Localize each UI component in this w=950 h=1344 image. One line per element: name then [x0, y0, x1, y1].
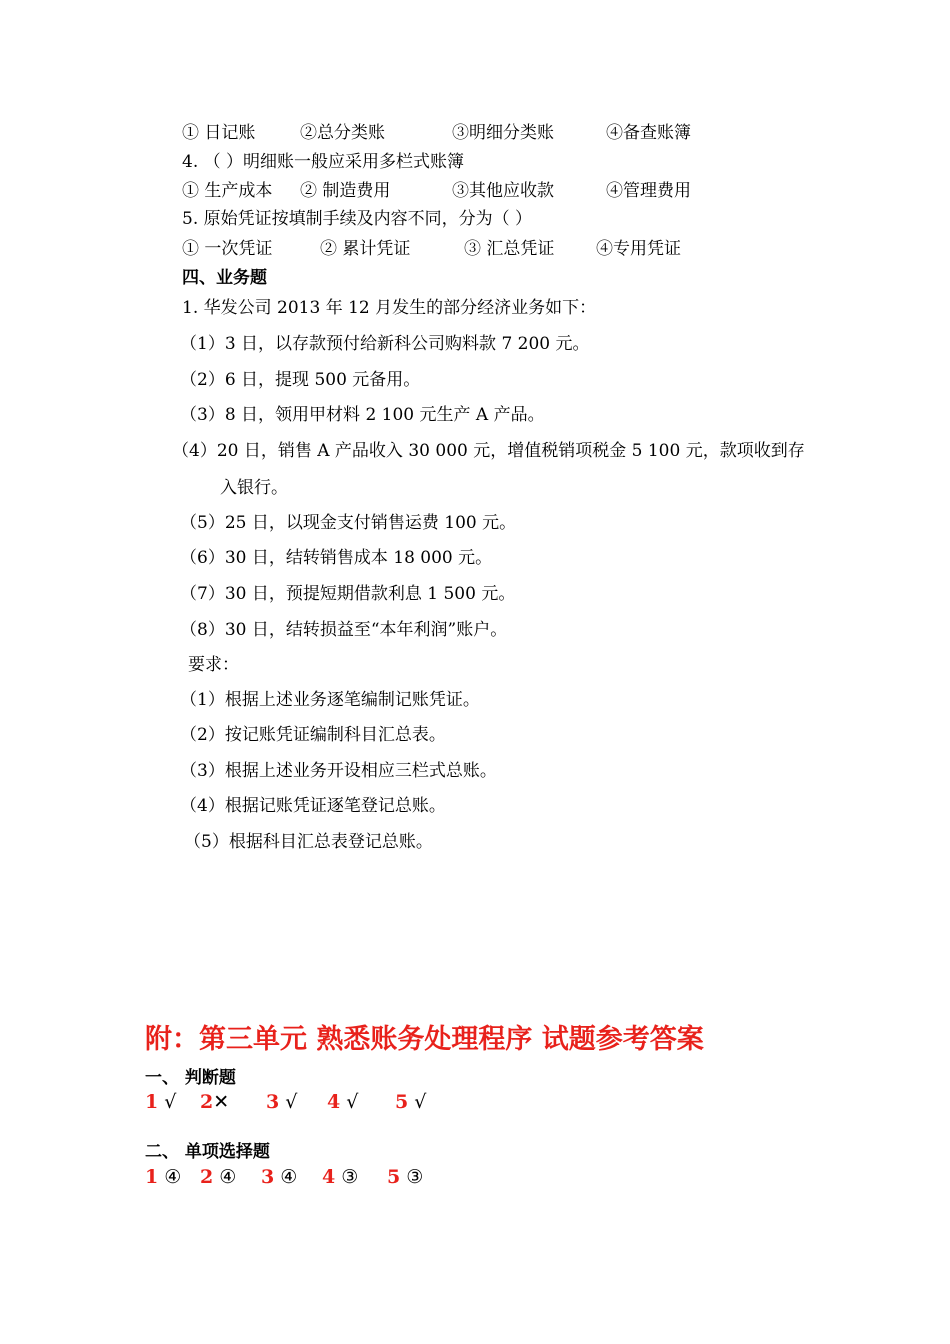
judge-answer: 2✕	[200, 1091, 230, 1113]
q5-option-3: ③ 汇总凭证	[464, 239, 555, 259]
single-answer: 4 ③	[322, 1166, 359, 1188]
business-item: （7）30 日，预提短期借款利息 1 500 元。	[180, 584, 516, 604]
judge-answer: 1 √	[145, 1091, 177, 1113]
requirement-item: （1）根据上述业务逐笔编制记账凭证。	[180, 690, 480, 710]
business-item: （1）3 日，以存款预付给新科公司购料款 7 200 元。	[180, 334, 590, 354]
judge-answer: 4 √	[327, 1091, 359, 1113]
q5-stem: 5. 原始凭证按填制手续及内容不同，分为（ ）	[182, 209, 533, 229]
business-item: （3）8 日，领用甲材料 2 100 元生产 A 产品。	[180, 405, 545, 425]
business-item: （6）30 日，结转销售成本 18 000 元。	[180, 548, 493, 568]
judge-section-title: 一、 判断题	[145, 1068, 236, 1088]
requirement-item: （2）按记账凭证编制科目汇总表。	[180, 725, 446, 745]
q4-option-1: ① 生产成本	[182, 181, 273, 201]
single-choice-section-title: 二、 单项选择题	[145, 1142, 270, 1162]
q4-option-4: ④管理费用	[606, 181, 691, 201]
q5-option-1: ① 一次凭证	[182, 239, 273, 259]
q3-option-2: ②总分类账	[300, 123, 385, 143]
business-item: （2）6 日，提现 500 元备用。	[180, 370, 421, 390]
q3-option-4: ④备查账簿	[606, 123, 691, 143]
business-item: （5）25 日，以现金支付销售运费 100 元。	[180, 513, 517, 533]
answer-title: 附：第三单元 熟悉账务处理程序 试题参考答案	[145, 1024, 704, 1055]
q4-stem: 4. （ ）明细账一般应采用多栏式账簿	[182, 152, 465, 172]
q3-option-3: ③明细分类账	[452, 123, 554, 143]
requirements-title: 要求：	[188, 655, 239, 675]
q4-option-2: ② 制造费用	[300, 181, 391, 201]
single-choice-answers	[145, 1165, 545, 1191]
requirement-item: （5）根据科目汇总表登记总账。	[184, 832, 433, 852]
single-answer: 2 ④	[200, 1166, 237, 1188]
single-answer: 5 ③	[387, 1166, 424, 1188]
requirement-item: （3）根据上述业务开设相应三栏式总账。	[180, 761, 497, 781]
q5-option-2: ② 累计凭证	[320, 239, 411, 259]
business-item: （8）30 日，结转损益至“本年利润”账户。	[180, 620, 508, 640]
section4-title: 四、业务题	[182, 268, 267, 288]
business-item-continued: 入银行。	[220, 478, 288, 498]
judge-answer: 5 √	[395, 1091, 427, 1113]
single-answer: 3 ④	[261, 1166, 298, 1188]
judge-answer: 3 √	[266, 1091, 298, 1113]
business-item: （4）20 日，销售 A 产品收入 30 000 元，增值税销项税金 5 100 元，款项收到存	[172, 441, 805, 461]
q3-option-1: ① 日记账	[182, 123, 256, 143]
q4-option-3: ③其他应收款	[452, 181, 554, 201]
single-answer: 1 ④	[145, 1166, 182, 1188]
requirement-item: （4）根据记账凭证逐笔登记总账。	[180, 796, 446, 816]
business-intro: 1. 华发公司 2013 年 12 月发生的部分经济业务如下：	[182, 298, 597, 318]
q5-option-4: ④专用凭证	[596, 239, 681, 259]
judge-answers	[145, 1090, 545, 1116]
